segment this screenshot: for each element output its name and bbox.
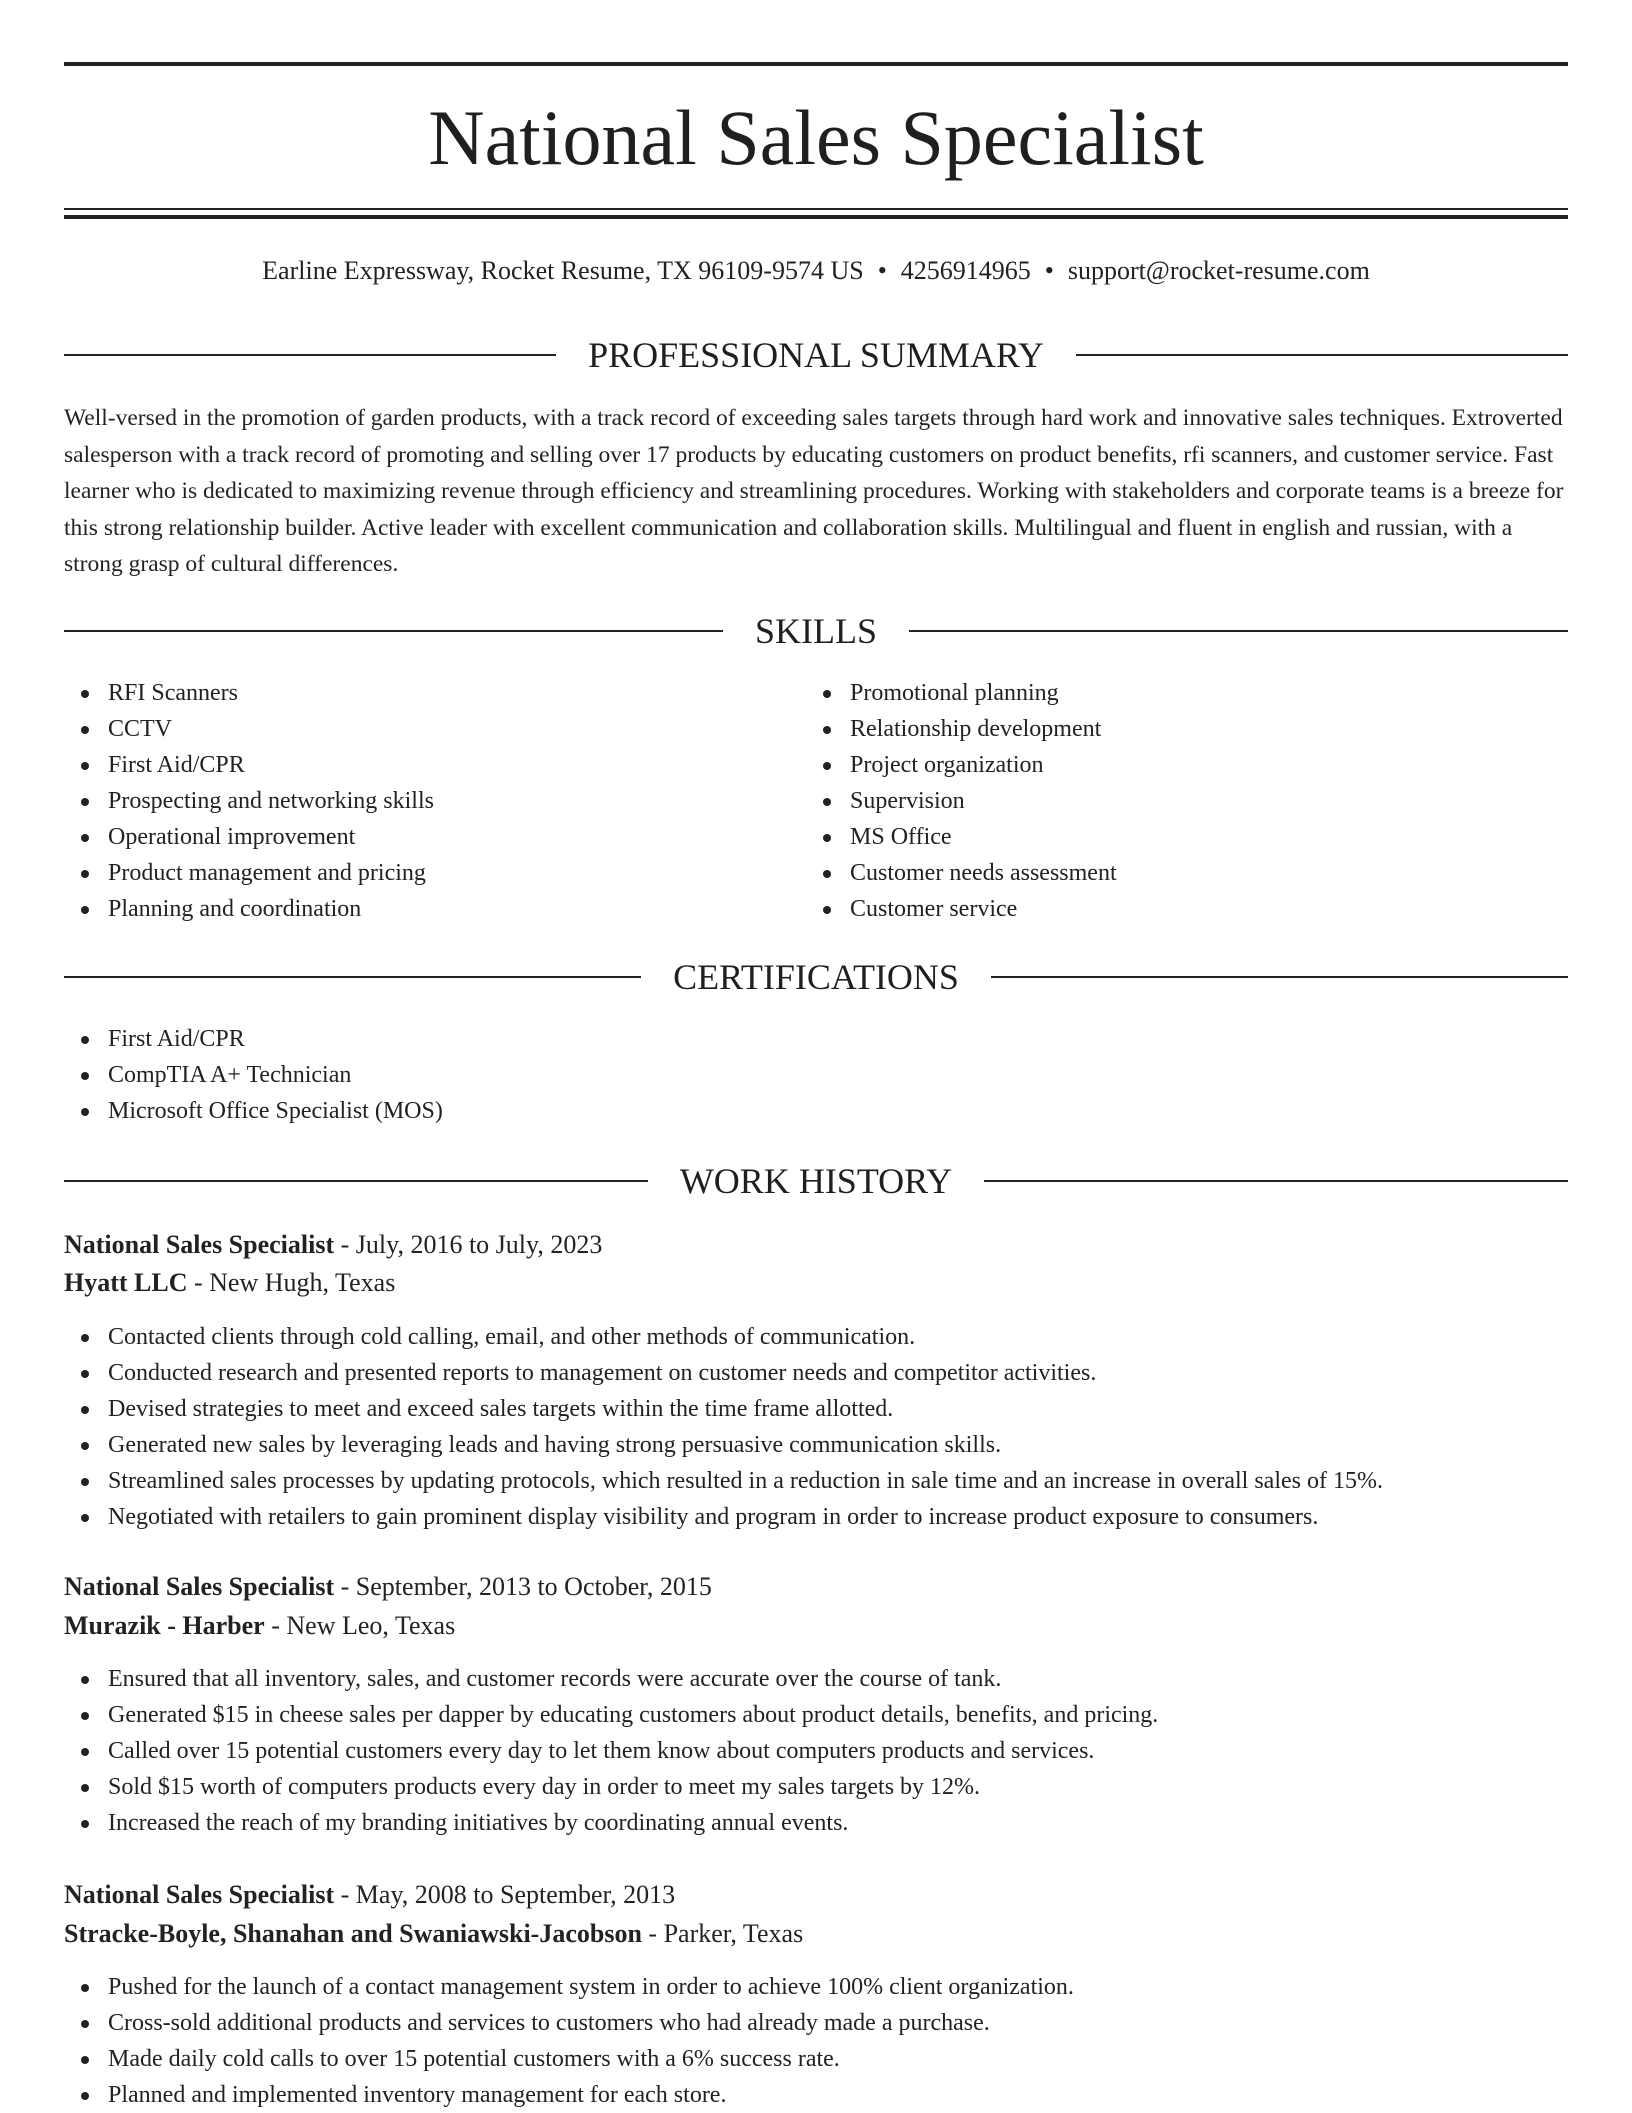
list-item: RFI Scanners xyxy=(64,675,434,711)
summary-heading xyxy=(64,332,1568,378)
skills-list-right xyxy=(806,675,1117,927)
job-company: Stracke-Boyle, Shanahan and Swaniawski-Jacobson xyxy=(64,1919,642,1948)
list-item: Streamlined sales processes by updating protocols, which resulted in a reduction in sale time and an increase in overall sales of 15%. xyxy=(64,1463,1383,1499)
bullet-separator: • xyxy=(877,256,887,285)
list-item: Increased the reach of my branding initiatives by coordinating annual events. xyxy=(64,1805,1158,1841)
job-company-line xyxy=(64,1915,803,1953)
work-history-heading-text: WORK HISTORY xyxy=(679,1161,953,1201)
list-item: CCTV xyxy=(64,711,434,747)
header-rule-upper xyxy=(64,208,1568,210)
list-item: Devised strategies to meet and exceed sales targets within the time frame allotted. xyxy=(64,1391,1383,1427)
job-location: - New Hugh, Texas xyxy=(187,1268,396,1297)
list-item: Product management and pricing xyxy=(64,855,434,891)
list-item: Prospecting and networking skills xyxy=(64,783,434,819)
heading-rule-left xyxy=(64,976,641,978)
skills-list-left xyxy=(64,675,434,927)
list-item: Customer service xyxy=(806,891,1117,927)
job-bullets xyxy=(64,1969,1074,2113)
bullet-separator: • xyxy=(1044,256,1054,285)
job-title-line xyxy=(64,1876,675,1914)
header-rule-lower xyxy=(64,215,1568,219)
list-item: Customer needs assessment xyxy=(806,855,1117,891)
heading-rule-left xyxy=(64,1180,648,1182)
list-item: Generated $15 in cheese sales per dapper by educating customers about product details, benefits, and pricing. xyxy=(64,1697,1158,1733)
list-item: Sold $15 worth of computers products every day in order to meet my sales targets by 12%. xyxy=(64,1769,1158,1805)
list-item: Contacted clients through cold calling, email, and other methods of communication. xyxy=(64,1319,1383,1355)
heading-rule-right xyxy=(909,630,1568,632)
list-item: Planned and implemented inventory management for each store. xyxy=(64,2077,1074,2113)
summary-text: Well-versed in the promotion of garden products, with a track record of exceeding sales targets through hard work and innovative sales techniques. Extroverted salesperson with a track record of promoting and selling over 17 products by educating customers on product benefits, rfi scanners, and customer service. Fast learner who is dedicated to maximizing revenue through efficiency and streamlining procedures. Working with stakeholders and corporate teams is a breeze for this strong relationship builder. Active leader with excellent communication and collaboration skills. Multilingual and fluent in english and russian, with a strong grasp of cultural differences. xyxy=(64,405,1564,577)
job-title-line xyxy=(64,1226,602,1264)
certifications-heading-text: CERTIFICATIONS xyxy=(673,957,959,997)
job-company: Hyatt LLC xyxy=(64,1268,188,1297)
list-item: MS Office xyxy=(806,819,1117,855)
heading-rule-left xyxy=(64,630,723,632)
list-item: Promotional planning xyxy=(806,675,1117,711)
job-dates: - May, 2008 to September, 2013 xyxy=(334,1880,676,1909)
job-bullets xyxy=(64,1319,1383,1535)
job-company-line xyxy=(64,1607,455,1645)
summary-heading-text: PROFESSIONAL SUMMARY xyxy=(588,335,1044,375)
work-history-heading xyxy=(64,1158,1568,1204)
job-company: Murazik - Harber xyxy=(64,1611,265,1640)
list-item: Project organization xyxy=(806,747,1117,783)
list-item: Supervision xyxy=(806,783,1117,819)
job-dates: - July, 2016 to July, 2023 xyxy=(334,1230,603,1259)
list-item: Pushed for the launch of a contact management system in order to achieve 100% client organization. xyxy=(64,1969,1074,2005)
job-company-line xyxy=(64,1264,395,1302)
list-item: Cross-sold additional products and services to customers who had already made a purchase. xyxy=(64,2005,1074,2041)
job-title: National Sales Specialist xyxy=(64,1572,335,1601)
skills-heading xyxy=(64,608,1568,654)
contact-phone: 4256914965 xyxy=(900,256,1031,285)
contact-info xyxy=(64,252,1568,290)
list-item: Conducted research and presented reports to management on customer needs and competitor activities. xyxy=(64,1355,1383,1391)
heading-rule-right xyxy=(1076,354,1568,356)
certifications-heading xyxy=(64,954,1568,1000)
header-top-rule xyxy=(64,62,1568,66)
list-item: Negotiated with retailers to gain prominent display visibility and program in order to increase product exposure to consumers. xyxy=(64,1499,1383,1535)
list-item: Planning and coordination xyxy=(64,891,434,927)
skills-heading-text: SKILLS xyxy=(755,611,878,651)
job-location: - New Leo, Texas xyxy=(264,1611,456,1640)
list-item: Ensured that all inventory, sales, and customer records were accurate over the course of tank. xyxy=(64,1661,1158,1697)
job-title-line xyxy=(64,1568,712,1606)
list-item: Relationship development xyxy=(806,711,1117,747)
list-item: CompTIA A+ Technician xyxy=(64,1057,443,1093)
job-title: National Sales Specialist xyxy=(64,1880,335,1909)
job-dates: - September, 2013 to October, 2015 xyxy=(334,1572,712,1601)
job-location: - Parker, Texas xyxy=(641,1919,804,1948)
job-bullets xyxy=(64,1661,1158,1841)
certifications-list xyxy=(64,1021,443,1129)
resume-title: National Sales Specialist xyxy=(428,94,1204,181)
list-item: Generated new sales by leveraging leads and having strong persuasive communication skills. xyxy=(64,1427,1383,1463)
list-item: First Aid/CPR xyxy=(64,1021,443,1057)
list-item: Made daily cold calls to over 15 potential customers with a 6% success rate. xyxy=(64,2041,1074,2077)
contact-email[interactable]: support@rocket-resume.com xyxy=(1067,256,1370,285)
job-title: National Sales Specialist xyxy=(64,1230,335,1259)
list-item: Microsoft Office Specialist (MOS) xyxy=(64,1093,443,1129)
heading-rule-left xyxy=(64,354,556,356)
heading-rule-right xyxy=(991,976,1568,978)
list-item: Called over 15 potential customers every day to let them know about computers products and services. xyxy=(64,1733,1158,1769)
list-item: First Aid/CPR xyxy=(64,747,434,783)
heading-rule-right xyxy=(984,1180,1568,1182)
contact-address: Earline Expressway, Rocket Resume, TX 96109-9574 US xyxy=(262,256,864,285)
list-item: Operational improvement xyxy=(64,819,434,855)
